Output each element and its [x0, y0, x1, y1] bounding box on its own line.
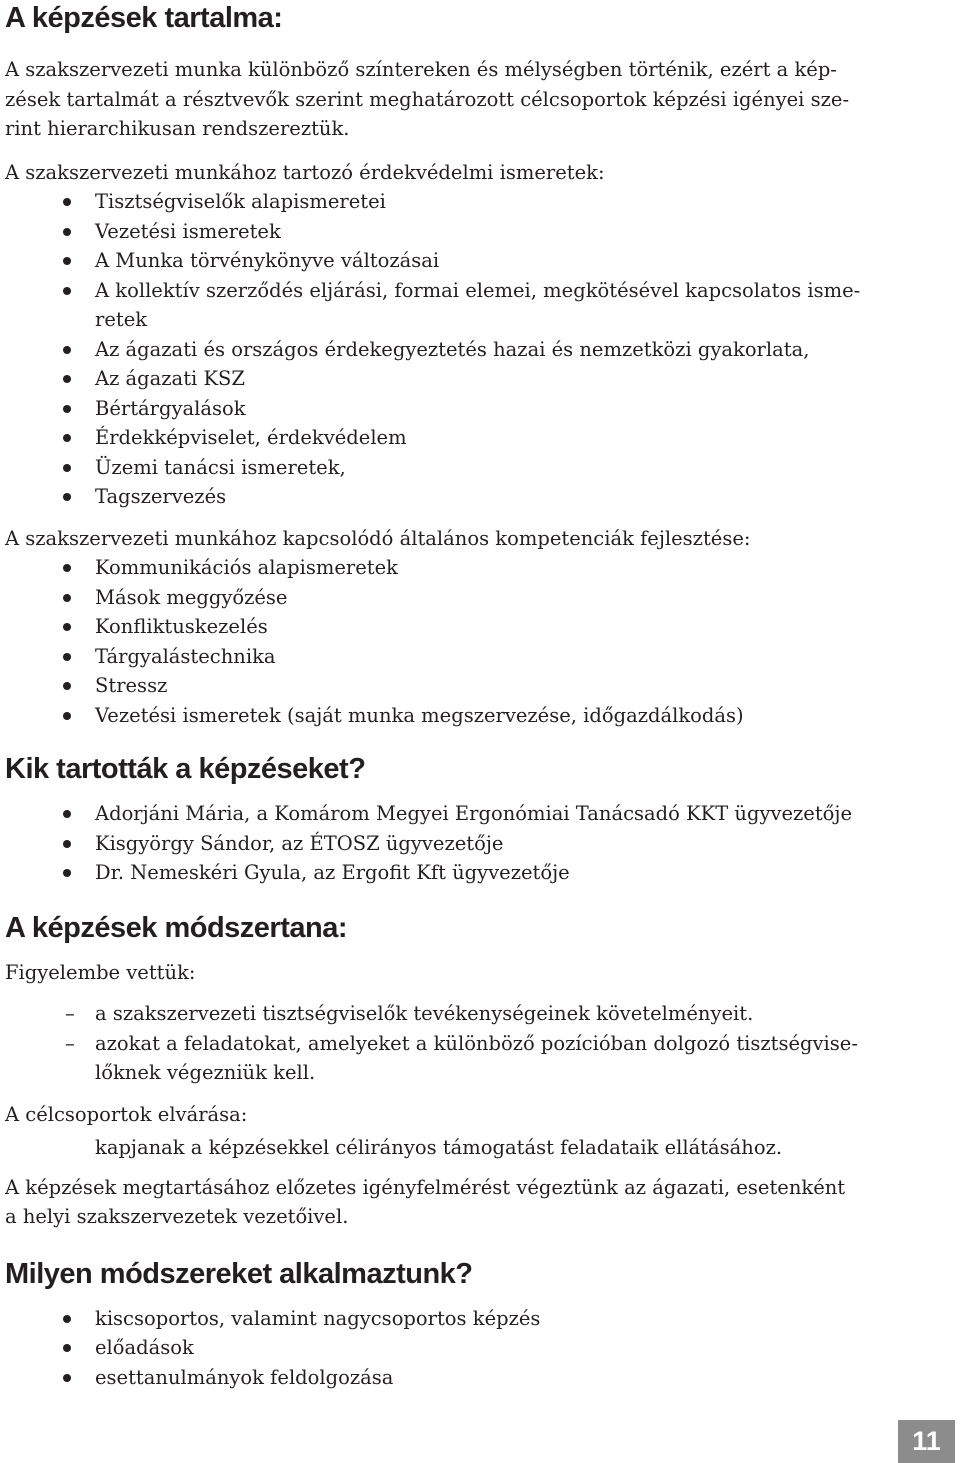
list-item: Tisztségviselők alapismeretei [5, 187, 955, 217]
list-item: Tárgyalástechnika [5, 642, 955, 672]
list-item: – a szakszervezeti tisztségviselők tevékenységeinek követelményeit. [5, 999, 955, 1029]
list-item: Vezetési ismeretek [5, 217, 955, 247]
heading-methods: Milyen módszereket alkalmaztunk? [5, 1257, 473, 1290]
survey-line: a helyi szakszervezetek vezetőivel. [5, 1205, 349, 1228]
list-item: Mások meggyőzése [5, 583, 955, 613]
list-item: Üzemi tanácsi ismeretek, [5, 453, 955, 483]
bullet-icon [63, 869, 71, 877]
list-item: Dr. Nemeskéri Gyula, az Ergofit Kft ügyvezetője [5, 858, 955, 888]
methods-list [5, 1304, 955, 1393]
bullet-icon [63, 257, 71, 265]
list-item: Az ágazati és országos érdekegyeztetés hazai és nemzetközi gyakorlata, [5, 335, 955, 365]
list-item: esettanulmányok feldolgozása [5, 1363, 955, 1393]
competencies-list [5, 553, 955, 730]
bullet-icon [63, 810, 71, 818]
bullet-icon [63, 346, 71, 354]
bullet-icon [63, 564, 71, 572]
bullet-icon [63, 682, 71, 690]
bullet-icon [63, 1374, 71, 1382]
list-item: Kommunikációs alapismeretek [5, 553, 955, 583]
bullet-icon [63, 653, 71, 661]
document-page [5, 0, 955, 1392]
list-item: előadások [5, 1333, 955, 1363]
interest-protection-list [5, 187, 955, 512]
bullet-icon [63, 405, 71, 413]
bullet-icon [63, 1344, 71, 1352]
list-item: Kisgyörgy Sándor, az ÉTOSZ ügyvezetője [5, 829, 955, 859]
list-item: Az ágazati KSZ [5, 364, 955, 394]
list-item: Stressz [5, 671, 955, 701]
bullet-icon [63, 840, 71, 848]
list1-title: A szakszervezeti munkához tartozó érdekvédelmi ismeretek: [5, 160, 605, 184]
considered-label: Figyelembe vettük: [5, 960, 196, 984]
intro-line: zések tartalmát a résztvevők szerint meghatározott célcsoportok képzési igényei sze- [5, 87, 850, 111]
page-number: 11 [898, 1420, 955, 1463]
intro-line: rint hierarchikusan rendszereztük. [5, 117, 350, 140]
bullet-icon [63, 198, 71, 206]
dash-icon: – [65, 1002, 75, 1025]
bullet-icon [63, 287, 71, 295]
intro-line: A szakszervezeti munka különböző színtereken és mélységben történik, ezért a kép- [5, 58, 837, 81]
heading-trainers: Kik tartották a képzéseket? [5, 753, 366, 785]
list-item: Tagszervezés [5, 482, 955, 512]
expectation-label: A célcsoportok elvárása: [5, 1102, 248, 1126]
bullet-icon [63, 1315, 71, 1323]
list-item: kiscsoportos, valamint nagycsoportos képzés [5, 1304, 955, 1334]
bullet-icon [63, 712, 71, 720]
considered-list [5, 999, 955, 1088]
bullet-icon [63, 375, 71, 383]
bullet-icon [63, 228, 71, 236]
list-item: A kollektív szerződés eljárási, formai elemei, megkötésével kapcsolatos isme- [5, 276, 955, 306]
bullet-icon [63, 623, 71, 631]
heading-training-content: A képzések tartalma: [5, 2, 283, 34]
list-item-continuation: retek [95, 308, 148, 331]
list-item: A Munka törvénykönyve változásai [5, 246, 955, 276]
list-item: Vezetési ismeretek (saját munka megszervezése, időgazdálkodás) [5, 701, 955, 731]
list-item-continuation: lőknek végezniük kell. [95, 1061, 316, 1084]
list2-title: A szakszervezeti munkához kapcsolódó általános kompetenciák fejlesztése: [5, 526, 751, 550]
list-item: Adorjáni Mária, a Komárom Megyei Ergonómiai Tanácsadó KKT ügyvezetője [5, 799, 955, 829]
bullet-icon [63, 434, 71, 442]
list-item: Bértárgyalások [5, 394, 955, 424]
survey-line: A képzések megtartásához előzetes igényfelmérést végeztünk az ágazati, esetenként [5, 1175, 846, 1199]
bullet-icon [63, 464, 71, 472]
trainers-list [5, 799, 955, 888]
dash-icon: – [65, 1031, 75, 1055]
expectation-text: kapjanak a képzésekkel célirányos támogatást feladataik ellátásához. [95, 1136, 783, 1159]
list-item: – azokat a feladatokat, amelyeket a különböző pozícióban dolgozó tisztségvise- [5, 1029, 955, 1059]
bullet-icon [63, 493, 71, 501]
list-item: Érdekképviselet, érdekvédelem [5, 423, 955, 453]
heading-methodology: A képzések módszertana: [5, 911, 348, 944]
list-item: Konfliktuskezelés [5, 612, 955, 642]
bullet-icon [63, 594, 71, 602]
